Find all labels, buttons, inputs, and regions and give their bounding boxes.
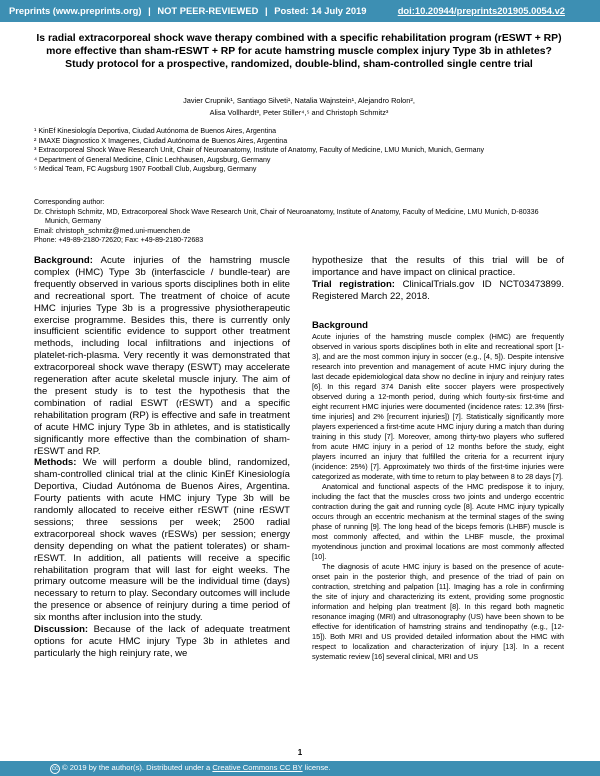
corresponding-email[interactable]: Email: christoph_schmitz@med.uni-muenchen.de bbox=[34, 226, 191, 235]
background-body bbox=[312, 332, 564, 662]
affiliation: ² IMAXE Diagnostico X Imagenes, Ciudad Autónoma de Buenos Aires, Argentina bbox=[34, 136, 288, 145]
page-number: 1 bbox=[297, 748, 303, 757]
abstract-background-text: Acute injuries of the hamstring muscle complex (HMC) Type 3b (interfascicle / bundle-tear) are frequently observed in various sports disciplines both in elite and recreational sport. The treatment of choice of acute HMC injuries Type 3b is a progressive physiotherapeutic exercise programme. Besides this, there is currently only insufficient scientific evidence to support other treatment methods, including local infiltrations and injections of platelet-rich-plasma. Very recently it was demonstrated that extracorporeal shock wave therapy (ESWT) may accelerate regeneration after acute skeletal muscle injury. The aim of the present study is to test the hypothesis that the combination of radial ESWT (rESWT) and a specific rehabilitation program (RP) is effective and safe in treatment of acute HMC injury Type 3b in athletes, and is statistically significantly more effective than the combination of sham-rESWT and RP. bbox=[34, 255, 290, 457]
author-list bbox=[34, 95, 564, 119]
license-prefix: © 2019 by the author(s). Distributed under a bbox=[62, 763, 211, 772]
affiliation: ³ Extracorporeal Shock Wave Research Unit, Chair of Neuroanatomy, Institute of Anatomy, Faculty of Medicine, LMU Munich, Munich, Germany bbox=[34, 146, 485, 155]
source-link[interactable]: Preprints (www.preprints.org) bbox=[9, 5, 142, 16]
author-line: Alisa Vollhardt³, Peter Stiller⁴,⁵ and Christoph Schmitz³ bbox=[209, 108, 389, 117]
author-line: Javier Crupnik¹, Santiago Silveti¹, Natalia Wajnstein¹, Alejandro Rolon², bbox=[183, 96, 415, 105]
separator: | bbox=[148, 5, 151, 16]
abstract-discussion-label: Discussion: bbox=[34, 624, 89, 636]
paragraph: Acute injuries of the hamstring muscle complex (HMC) are frequently observed in various sports disciplines both in elite and recreational sport [1-3], and are the most common injury in soccer (e.g., [4, 5]). Despite intensive research into prevention and management of acute HMC injury during the last decade epidemiological data show no decline in injury and reinjury rates [6]. In this regard 374 Danish elite soccer players were prospectively observed during a 12-month period, during which fourty-six first-time and eight recurrent HMC injuries were documented (incidence rates: 12.3% [first-time injuries] and 2% [recurrent injuries]) [7]. Statistically significantly more players experienced a first-time acute HMC injury during a match than during training in this study [7]. Moreover, among thirty-two players who suffered from acute HMC injury in a period of 12 months before the study, eight players incurred an injury that fulfilled the criteria for a recurrent injury (incidence: 25%) [7]. Approximately two thirds of the first-time injuries were categorized as moderate, with time to return to play between 8 to 28 days [7]. bbox=[312, 332, 564, 481]
preprint-header-bar bbox=[0, 0, 600, 22]
affiliation: ¹ KinEf Kinesiología Deportiva, Ciudad Autónoma de Buenos Aires, Argentina bbox=[34, 127, 277, 135]
license-footer-bar bbox=[0, 761, 600, 776]
corresponding-author bbox=[34, 198, 564, 246]
affiliation: ⁵ Medical Team, FC Augsburg 1907 Football Club, Augsburg, Germany bbox=[34, 165, 257, 174]
trial-registration-text: ClinicalTrials.gov ID NCT03473899. Registered March 22, 2018. bbox=[312, 278, 565, 302]
corresponding-phone: Phone: +49-89-2180-72620; Fax: +49-89-2180-72683 bbox=[34, 236, 204, 245]
doi-link[interactable]: doi:10.20944/preprints201905.0054.v2 bbox=[397, 5, 565, 16]
affiliations bbox=[34, 127, 564, 175]
corresponding-address: Dr. Christoph Schmitz, MD, Extracorporeal Shock Wave Research Unit, Chair of Neuroanatomy, Institute of Anatomy, Faculty of Medicine, LMU Munich, D-80336 Munich, Germany bbox=[34, 207, 539, 226]
paragraph: Anatomical and functional aspects of the HMC predispose it to injury, including the fact that the muscles cross two joints and undergo eccentric contraction during the gait and running cycle [8]. Acute HMC injury typically occurs through an eccentric mechanism at the terminal stages of the swing phase of running [9]. The long head of the biceps femoris (LHBF) muscle is most commonly affected, and within the LHBF muscle, the proximal myotendinous junction and proximal locations are most commonly affected [10]. bbox=[312, 482, 564, 561]
abstract-background-label: Background: bbox=[34, 255, 93, 266]
abstract-methods-label: Methods: bbox=[34, 457, 77, 469]
abstract-methods-text: We will perform a double blind, randomized, sham-controlled clinical trial at the clinic KinEf Kinesiología Deportiva, Ciudad Autónoma de Buenos Aires, Argentina. Fourty patients with acute HMC injury Type 3b will be randomly allocated to receive either rESWT (nine rESWT sessions; three sessions per week; 2500 radial extracorporeal shock waves (rESWs) per session; energy density depending on what the patient tolerates) or sham-rESWT. In addition, all patients will receive a specific rehabilitation program that will last for eight weeks. The primary outcome measure will be the individual time (days) necessary to return to play. Secondary outcomes will include the presence or absence of reinjury during a time period of six months after inclusion into the study. bbox=[34, 457, 290, 624]
corresponding-label: Corresponding author: bbox=[34, 198, 105, 206]
separator: | bbox=[265, 5, 268, 16]
paper-title: Is radial extracorporeal shock wave therapy combined with a specific rehabilitation program (rESWT + RP) more effective than sham-rESWT + RP for acute hamstring muscle complex injury Type 3b in athletes? Study protocol for a prospective, randomized, double-blind, sham-controlled single centre trial bbox=[36, 33, 562, 70]
trial-registration-label: Trial registration: bbox=[312, 278, 395, 290]
paragraph: The diagnosis of acute HMC injury is based on the presence of acute-onset pain in the posterior thigh, and presence of the triad of pain on contraction, stretching and palpation [11]. Imaging has a role in confirming the site of injury and characterizing its extent, providing some prognostic information and helping plan treatment [8]. In this regard both magnetic resonance imaging (MRI) and ultrasonography (US) have been shown to be effective for identification of hamstring strains and tendinopathy (e.g., [12-15]). Both MRI and US provided detailed information about the HMC with respect to localization and characterization of injury [13]. In a recent systematic review [16] several clinical, MRI and US bbox=[312, 562, 564, 661]
posted-date: Posted: 14 July 2019 bbox=[274, 5, 367, 16]
abstract bbox=[34, 255, 290, 660]
abstract-discussion-text: Because of the lack of adequate treatment options for acute HMC injury Type 3b in athletes and particularly the high reinjury rate, we bbox=[34, 624, 291, 659]
copyright-icon: cc bbox=[52, 766, 58, 772]
abstract-discussion-continued: hypothesize that the results of this trial will be of importance and have impact on clinical practice. bbox=[312, 255, 564, 278]
license-link[interactable]: Creative Commons CC BY bbox=[212, 763, 303, 772]
abstract-continued bbox=[312, 255, 564, 303]
license-suffix: license. bbox=[304, 763, 331, 772]
header-left bbox=[9, 5, 370, 16]
section-heading-background: Background bbox=[312, 320, 368, 331]
review-status: NOT PEER-REVIEWED bbox=[157, 5, 259, 16]
license-text bbox=[62, 763, 330, 772]
affiliation: ⁴ Department of General Medicine, Clinic Lechhausen, Augsburg, Germany bbox=[34, 155, 271, 164]
